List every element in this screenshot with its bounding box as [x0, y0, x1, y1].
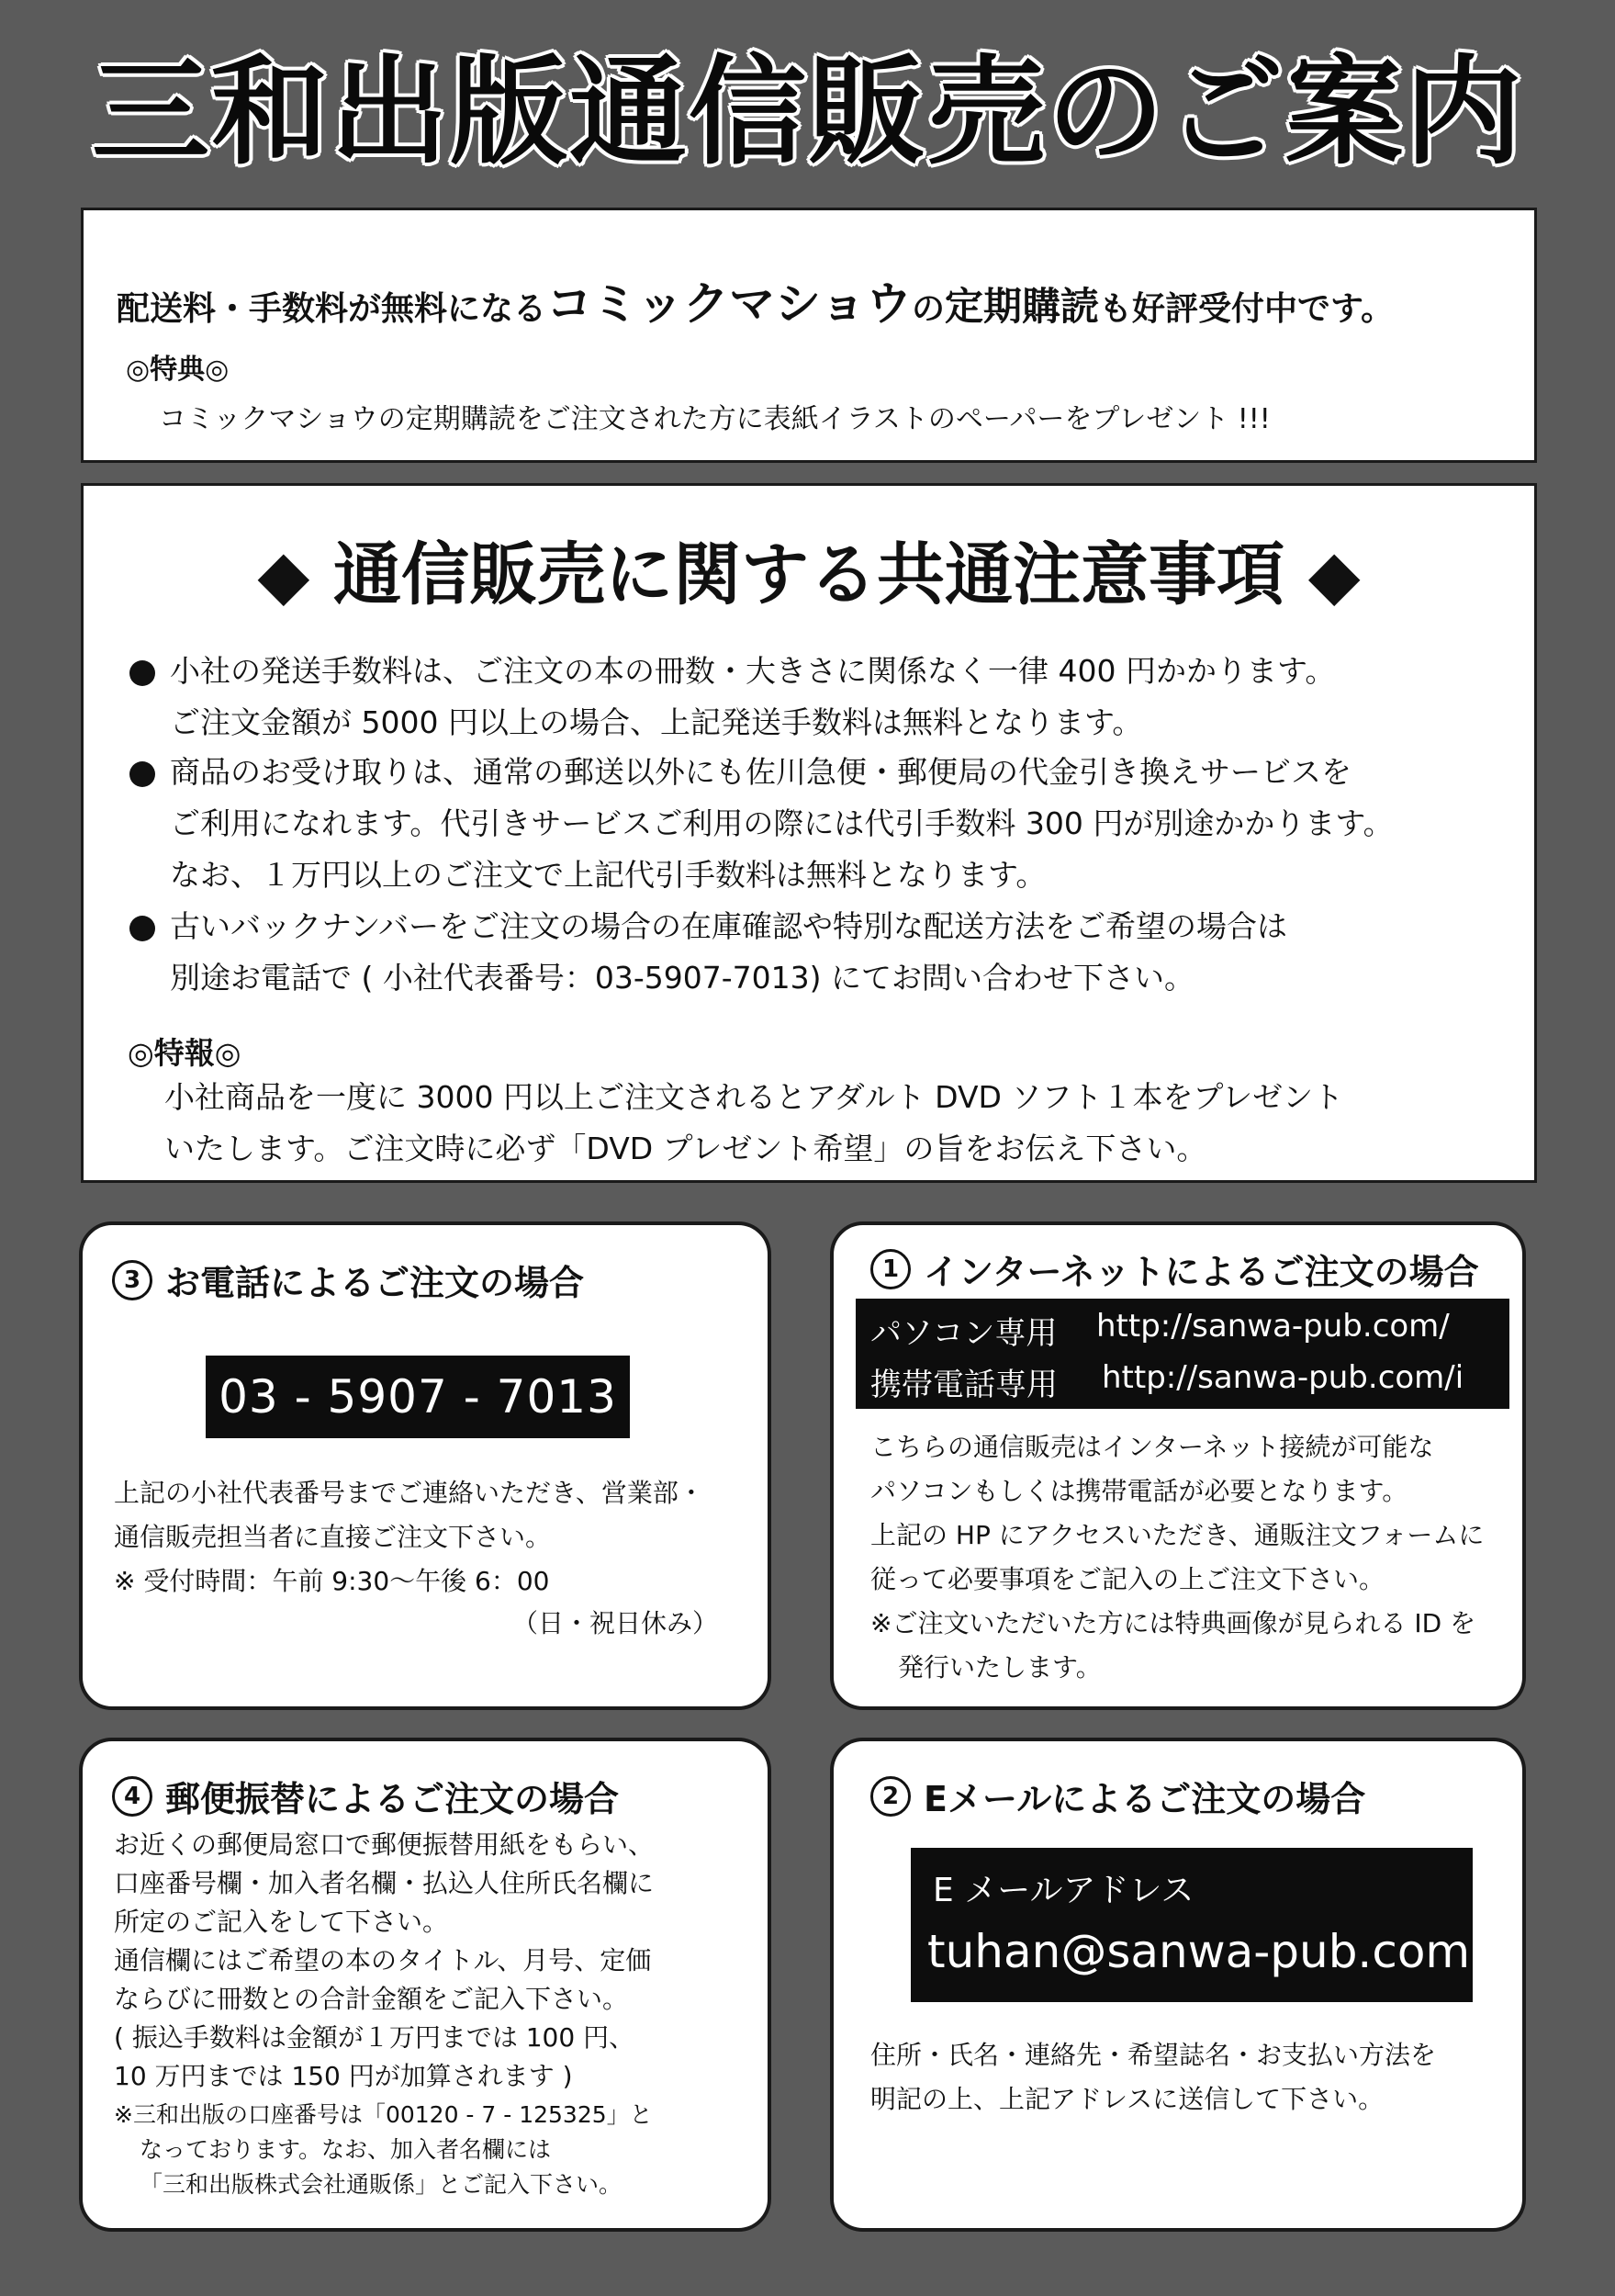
email-panel [911, 1848, 1473, 2002]
note-line: ご注文金額が 5000 円以上の場合、上記発送手数料は無料となります。 [170, 704, 1143, 740]
note-line: なお、１万円以上のご注文で上記代引手数料は無料となります。 [170, 857, 1047, 893]
phone-holidays: （日・祝日休み） [512, 1608, 719, 1638]
internet-line: 上記の HP にアクセスいただき、通販注文フォームに [870, 1520, 1485, 1550]
internet-line: 発行いたします。 [898, 1652, 1102, 1683]
step-number-4: 4 [112, 1776, 152, 1817]
mobile-label: 携帯電話専用 [870, 1367, 1058, 1403]
notes-heading: ◆ 通信販売に関する共通注意事項 ◆ [257, 535, 1361, 614]
step-number-1: 1 [870, 1249, 911, 1289]
step-number-2: 2 [870, 1776, 911, 1817]
phone-number: 03 - 5907 - 7013 [206, 1356, 630, 1438]
bonus-text: コミックマショウの定期購読をご注文された方に表紙イラストのペーパーをプレゼント !!! [159, 403, 1271, 435]
postal-account-note: ※三和出版の口座番号は「00120 - 7 - 125325」と [114, 2101, 653, 2128]
bullet-icon [129, 660, 155, 686]
note-line: 小社の発送手数料は、ご注文の本の冊数・大きさに関係なく一律 400 円かかります。 [170, 653, 1336, 689]
internet-line: 従って必要事項をご記入の上ご注文下さい。 [870, 1564, 1385, 1594]
url-panel [856, 1299, 1509, 1409]
note-line: 古いバックナンバーをご注文の場合の在庫確認や特別な配送方法をご希望の場合は [170, 908, 1288, 944]
note-line: 商品のお受け取りは、通常の郵送以外にも佐川急便・郵便局の代金引き換えサービスを [170, 754, 1351, 790]
bullet-icon [129, 761, 155, 787]
phone-heading: 3 お電話によるご注文の場合 [112, 1255, 584, 1305]
magazine-name: コミックマショウ [546, 277, 913, 331]
note-line: ご利用になれます。代引きサービスご利用の際には代引手数料 300 円が別途かかります。 [170, 805, 1394, 841]
subscription-post: も好評受付中です。 [1099, 290, 1395, 328]
postal-heading: 4 郵便振替によるご注文の場合 [112, 1771, 619, 1821]
bullet-icon [129, 916, 155, 941]
postal-line: ならびに冊数との合計金額をご記入下さい。 [114, 1984, 629, 2014]
page-title: 三和出版通信販売のご案内 [91, 43, 1524, 181]
postal-line: ( 振込手数料は金額が１万円までは 100 円、 [114, 2022, 635, 2053]
internet-heading: 1 インターネットによるご注文の場合 [870, 1244, 1479, 1294]
phone-line: 上記の小社代表番号までご連絡いただき、営業部・ [114, 1478, 704, 1508]
postal-line: 口座番号欄・加入者名欄・払込人住所氏名欄に [114, 1868, 655, 1898]
notes-box [81, 483, 1537, 1183]
phone-hours: ※ 受付時間：午前 9:30〜午後 6：00 [114, 1566, 550, 1596]
postal-line: 所定のご記入をして下さい。 [114, 1907, 449, 1937]
step-number-3: 3 [112, 1260, 152, 1300]
postal-line: 通信欄にはご希望の本のタイトル、月号、定価 [114, 1945, 652, 1975]
internet-order-box [830, 1221, 1526, 1710]
postal-order-box [79, 1738, 771, 2232]
email-heading: 2 Eメールによるご注文の場合 [870, 1771, 1365, 1821]
email-address-label: E メールアドレス [933, 1872, 1194, 1909]
note-line: 別途お電話で ( 小社代表番号：03-5907-7013) にてお問い合わせ下さい。 [170, 960, 1194, 996]
pc-label: パソコン専用 [870, 1315, 1058, 1352]
special-line: 小社商品を一度に 3000 円以上ご注文されるとアダルト DVD ソフト１本をプレゼント [164, 1079, 1344, 1115]
phone-order-box [79, 1221, 771, 1710]
pc-url[interactable]: http://sanwa-pub.com/ [1096, 1308, 1450, 1345]
subscription-no: の [912, 290, 946, 328]
postal-line: 10 万円までは 150 円が加算されます ) [114, 2061, 573, 2091]
postal-account-note: なっております。なお、加入者名欄には [140, 2136, 552, 2163]
email-line: 明記の上、上記アドレスに送信して下さい。 [870, 2084, 1385, 2114]
internet-line: パソコンもしくは携帯電話が必要となります。 [870, 1476, 1408, 1506]
internet-line: こちらの通信販売はインターネット接続が可能な [870, 1432, 1434, 1462]
email-order-box [830, 1738, 1526, 2232]
postal-account-note: 「三和出版株式会社通販係」とご記入下さい。 [140, 2171, 622, 2198]
email-line: 住所・氏名・連絡先・希望誌名・お支払い方法を [870, 2040, 1437, 2070]
postal-line: お近くの郵便局窓口で郵便振替用紙をもらい、 [114, 1829, 655, 1860]
subscription-pre: 配送料・手数料が無料になる [117, 290, 547, 328]
subscription-box [81, 208, 1537, 463]
phone-line: 通信販売担当者に直接ご注文下さい。 [114, 1522, 552, 1552]
subscription-plan: 定期購読 [945, 284, 1100, 329]
internet-line: ※ご注文いただいた方には特典画像が見られる ID を [870, 1608, 1476, 1638]
mobile-url[interactable]: http://sanwa-pub.com/i [1102, 1359, 1464, 1396]
special-line: いたします。ご注文時に必ず「DVD プレゼント希望」の旨をお伝え下さい。 [164, 1131, 1207, 1166]
email-address[interactable]: tuhan@sanwa-pub.com [927, 1925, 1471, 1978]
special-label: ◎特報◎ [128, 1035, 241, 1071]
subscription-line [117, 267, 1394, 333]
bonus-label: ◎特典◎ [126, 354, 230, 386]
